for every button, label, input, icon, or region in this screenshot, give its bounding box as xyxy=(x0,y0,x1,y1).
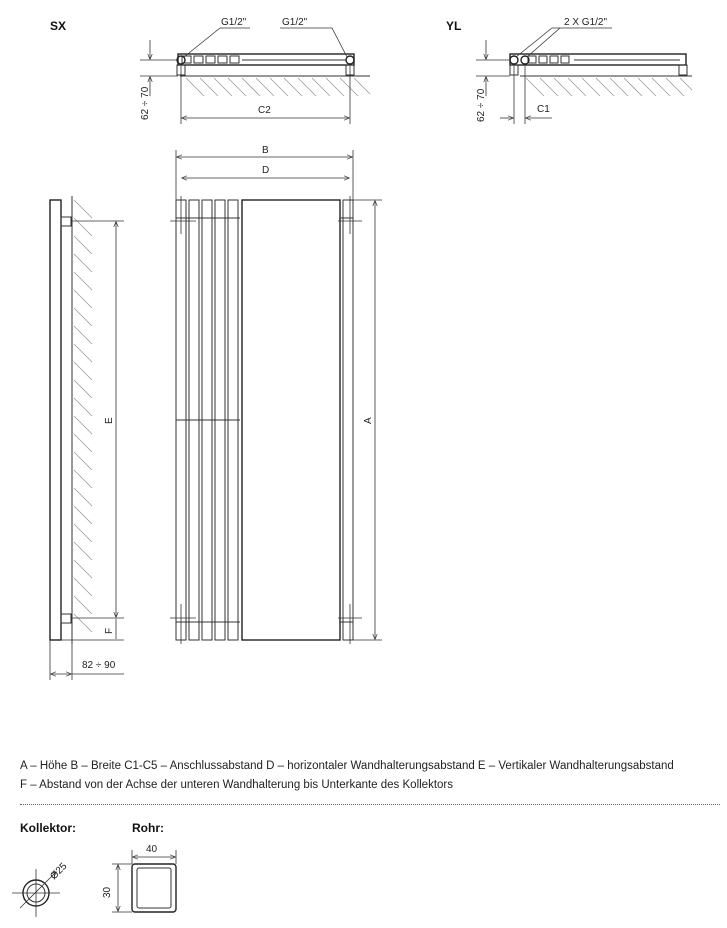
section-divider xyxy=(20,804,720,805)
collector-title: Kollektor: xyxy=(20,821,77,835)
sx-connection-left-label: G1/2" xyxy=(221,17,247,28)
yl-wall-hatch xyxy=(526,78,692,96)
sx-top-view xyxy=(50,17,370,124)
side-wall-hatch xyxy=(74,200,92,632)
yl-top-view xyxy=(446,17,692,124)
sx-tube-2 xyxy=(194,56,203,63)
sx-spacing-label: C2 xyxy=(258,105,271,116)
tube-profile xyxy=(102,821,176,912)
yl-spacing-label: C1 xyxy=(537,104,550,115)
collector-profile xyxy=(12,821,76,917)
side-height-label: E xyxy=(104,417,115,424)
side-bracket-bottom xyxy=(61,614,71,623)
yl-leader-2 xyxy=(527,28,560,57)
legend-line-2: F – Abstand von der Achse der unteren Wandhalterung bis Unterkante des Kollektors xyxy=(20,779,453,791)
sx-tube-3 xyxy=(206,56,215,63)
legend-line-1: A – Höhe B – Breite C1-C5 – Anschlussabstand D – horizontaler Wandhalterungsabstand E – Vertikaler Wandhalterungsabstand xyxy=(20,760,674,772)
front-height-label: A xyxy=(363,417,374,424)
yl-view-label: YL xyxy=(446,19,462,33)
sx-tube-5 xyxy=(230,56,239,63)
sx-wall-hatch xyxy=(186,78,370,96)
tube-outer-rect xyxy=(132,864,176,912)
yl-depth-label: 62 ÷ 70 xyxy=(476,88,487,122)
tube-height-label: 30 xyxy=(102,886,113,898)
yl-bracket-right xyxy=(679,65,687,75)
side-radiator-profile xyxy=(50,200,61,640)
side-depth-label: 82 ÷ 90 xyxy=(82,660,116,671)
collector-diameter-label: Ø25 xyxy=(48,860,70,883)
yl-tube-3 xyxy=(550,56,558,63)
tube-width-label: 40 xyxy=(146,844,158,855)
sx-connection-right xyxy=(346,56,354,64)
yl-tube-2 xyxy=(539,56,547,63)
sx-tube-4 xyxy=(218,56,227,63)
side-view xyxy=(50,196,124,680)
yl-leader-1 xyxy=(516,28,552,57)
yl-tube-4 xyxy=(561,56,569,63)
yl-connection-label: 2 X G1/2" xyxy=(564,17,608,28)
sx-leader-right xyxy=(332,28,347,57)
front-width-label: B xyxy=(262,145,269,156)
front-bracket-label: D xyxy=(262,165,270,176)
yl-connection-1 xyxy=(510,56,518,64)
sx-depth-label: 62 ÷ 70 xyxy=(140,86,151,120)
front-collector xyxy=(343,200,353,640)
side-bottom-label: F xyxy=(104,627,115,634)
front-panel xyxy=(242,200,340,640)
tube-title: Rohr: xyxy=(132,821,164,835)
front-view xyxy=(170,145,382,644)
sx-view-label: SX xyxy=(50,19,67,33)
tube-inner-rect xyxy=(137,868,171,908)
side-bracket-top xyxy=(61,217,71,226)
sx-connection-right-label: G1/2" xyxy=(282,17,308,28)
sx-leader-left xyxy=(184,28,220,57)
